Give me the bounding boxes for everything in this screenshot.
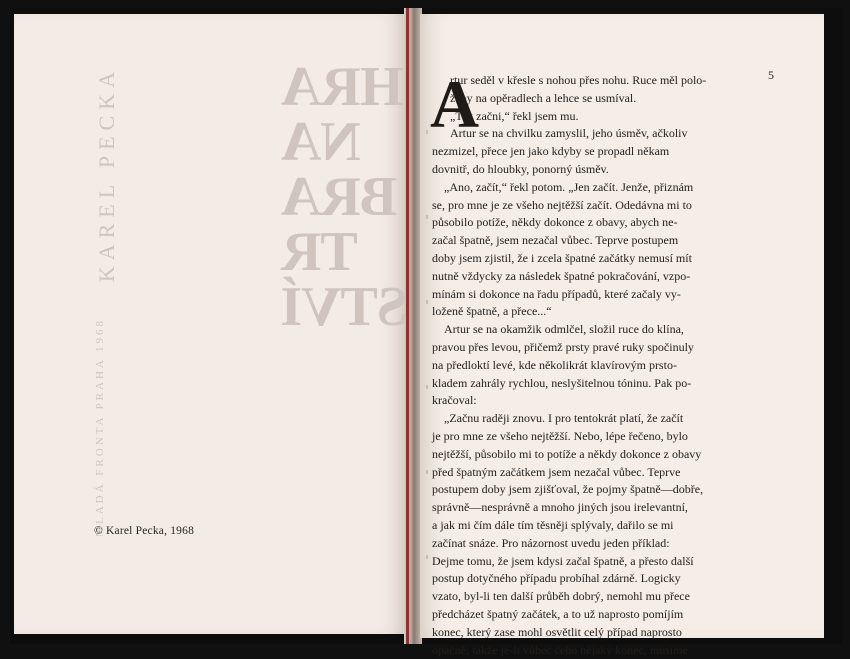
text-line: „Ano, začít,“ řekl potom. „Jen začít. Jenže, přiznám xyxy=(432,179,756,197)
text-line: nutně vždycky za následek špatné pokračování, vzpo- xyxy=(432,268,756,286)
ghost-author-name: KAREL PECKA xyxy=(95,66,205,282)
text-line: předcházet špatný začátek, a to už naprosto pomíjím xyxy=(432,606,756,624)
text-line: nejtěžší, působilo mi to potíže a někdy dokonce z obavy xyxy=(432,446,756,464)
ghost-book-title xyxy=(282,60,408,334)
text-line: je pro mne ze všeho nejtěžší. Nebo, lépe řečeno, bylo xyxy=(432,428,756,446)
text-line: působilo potíže, někdy dokonce z obavy, abych ne- xyxy=(432,214,756,232)
text-line: pravou přes levou, přičemž prsty pravé ruky spočinuly xyxy=(432,339,756,357)
text-line: před špatným začátkem jsem nezačal vůbec. Teprve xyxy=(432,464,756,482)
ghost-title-line: HRA xyxy=(282,60,408,115)
text-line: loženě špatně, a přece...“ xyxy=(432,303,756,321)
binding-stitch xyxy=(426,300,428,304)
binding-stitch xyxy=(426,215,428,219)
copyright-notice: © Karel Pecka, 1968 xyxy=(94,525,194,537)
ghost-title-line: STVÍ xyxy=(282,280,408,335)
text-line: Dejme tomu, že jsem kdysi začal špatně, a přesto další xyxy=(432,553,756,571)
text-line: kračoval: xyxy=(432,392,756,410)
text-line: „Tak začni,“ řekl jsem mu. xyxy=(432,108,756,126)
ghost-title-line: NA xyxy=(282,115,408,170)
binding-stitch xyxy=(426,385,428,389)
text-line: vzato, byl-li ten další průběh dobrý, nemohl mu přece xyxy=(432,588,756,606)
text-line: kladem zahrály rychlou, neslyšitelnou tóninu. Pak po- xyxy=(432,375,756,393)
text-line: rtur seděl v křesle s nohou přes nohu. Ruce měl polo- xyxy=(432,72,756,90)
binding-stitch xyxy=(426,470,428,474)
text-line: „Začnu raději znovu. I pro tentokrát platí, že začít xyxy=(432,410,756,428)
text-line: konec, který zase mohl osvětlit celý případ naprosto xyxy=(432,624,756,642)
text-line: dovnitř, do hloubky, ponorný úsměv. xyxy=(432,161,756,179)
binding-stitch xyxy=(426,555,428,559)
drop-cap-letter: A xyxy=(430,70,479,138)
text-line: a jak mi čím dále tím těsněji splývaly, dařilo se mi xyxy=(432,517,756,535)
text-line: správně—nesprávně a mnoho jiných jsou irelevantní, xyxy=(432,499,756,517)
text-line: ženy na opěradlech a lehce se usmíval. xyxy=(432,90,756,108)
text-line: začínat snáze. Pro názornost uvedu jeden příklad: xyxy=(432,535,756,553)
binding-stitch xyxy=(426,130,428,134)
ghost-title-line: BRA xyxy=(282,170,408,225)
text-line: postupem doby jsem zjišťoval, že pojmy špatně—dobře, xyxy=(432,481,756,499)
text-line: nezmizel, přece jen jako kdyby se propadl někam xyxy=(432,143,756,161)
text-line: Artur se na chvilku zamyslil, jeho úsměv, ačkoliv xyxy=(432,125,756,143)
text-line: doby jsem zjistil, že i zcela špatné začátky nemusí mít xyxy=(432,250,756,268)
text-line: postup dotyčného případu probíhal zdárně. Logicky xyxy=(432,570,756,588)
ghost-title-line: TR xyxy=(282,225,408,280)
text-line: Artur se na okamžik odmlčel, složil ruce do klína, xyxy=(432,321,756,339)
text-line: se, pro mne je ze všeho nejtěžší začít. Odedávna mi to xyxy=(432,197,756,215)
page-number: 5 xyxy=(768,68,774,83)
ghost-publisher: MLADÁ FRONTA PRAHA 1968 xyxy=(92,318,202,537)
text-line: na předloktí levé, kde několikrát klavírovým prsto- xyxy=(432,357,756,375)
text-line: opačně; takže je-li vůbec čeho nějaký konec, musíme xyxy=(432,642,756,659)
text-line: mínám si dokonce na řadu případů, které začaly vy- xyxy=(432,286,756,304)
body-text xyxy=(432,72,756,659)
text-line: začal špatně, jsem nezačal vůbec. Teprve postupem xyxy=(432,232,756,250)
